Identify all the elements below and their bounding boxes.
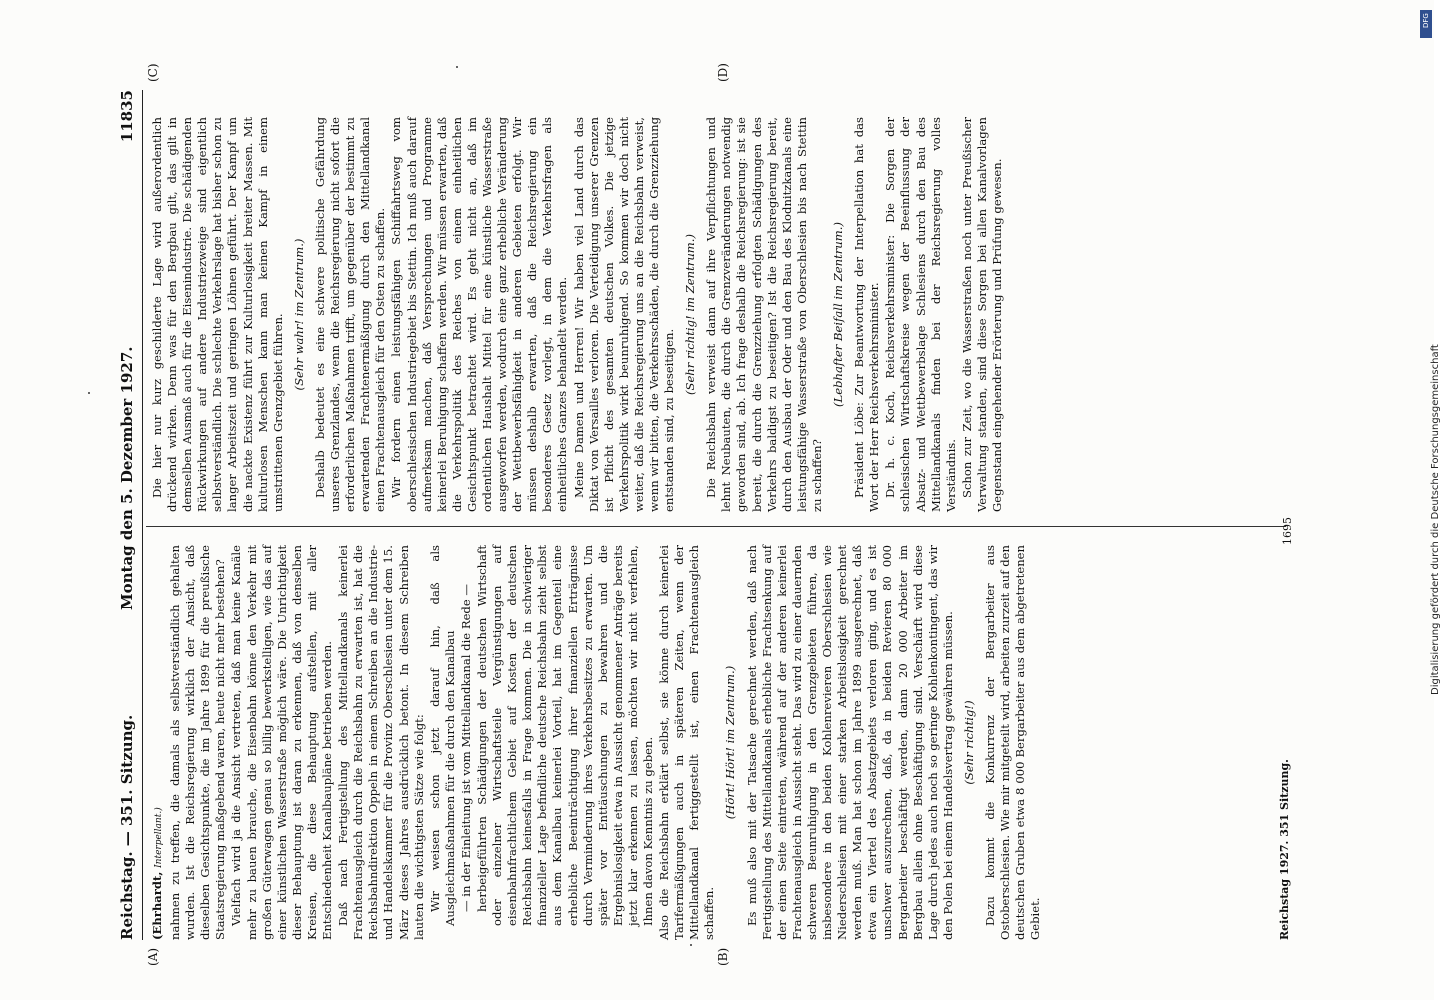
- rotated-document: [116, 63, 1306, 966]
- footer-left: Reichstag 1927. 351 Sitzung.: [1278, 759, 1291, 940]
- paragraph: Die hier nur kurz geschilderte Lage wird außerordentlich drückend wirken. Denn was für den Bergbau gilt, das gilt in demselben Ausmaß auch für die Eisenindustrie. Die schädigenden Rückwirkungen auf andere Industriezweige sind eigentlich selbstverständlich. Die schlechte Verkehrslage hat bisher schon zu langer Arbeitszeit und geringen Löhnen geführt. Der Kampf um die nackte Existenz führt zur Kulturlosigkeit breiter Massen. Mit kulturlosen Menschen kann man keinen Kampf in einem umstrittenen Grenzgebiet führen.: [150, 117, 285, 512]
- scan-speck: [456, 66, 458, 68]
- column-divider: [146, 526, 1286, 527]
- paragraph: Deshalb bedeutet es eine schwere politische Gefährdung unseres Grenzlandes, wenn die Reichsregierung nicht sofort die erforderlichen Maßnahmen trifft, um gegenüber der bestimmt zu erwartenden Frachtenermäßigung durch den Mittellandkanal einen Frachtenausgleich für den Osten zu schaffen.: [312, 117, 388, 512]
- margin-marker-c: (C): [146, 63, 160, 82]
- interjection: (Sehr wahr! im Zentrum.): [291, 238, 306, 391]
- speaker-name: (Ehrhardt,: [150, 871, 164, 940]
- paragraph: Die Reichsbahn verweist dann auf ihre Verpflichtungen und lehnt Neubauten, die durch die Grenzveränderungen notwendig geworden sind, ab. Ich frage deshalb die Reichsregierung: ist sie bereit, die durch die Grenzziehung erfolgten Schädigungen des Verkehrs baldigst zu beseitigen? Ist die Reichsregierung bereit, durch den Ausbau der Oder und den Bau des Klodnitzkanals eine leistungsfähige Wasserstraße von Oberschlesien bis nach Stettin zu schaffen?: [704, 117, 824, 512]
- page-header: [116, 90, 143, 940]
- paragraph: Vielfach wird ja die Ansicht vertreten, daß man keine Kanäle mehr zu bauen brauche, die Eisenbahn könne den Verkehr mit großen Güterwagen genau so billig bewerkstelligen, wie das auf einer künstlichen Wasserstraße möglich wäre. Die Unrichtigkeit dieser Behauptung ist daran zu erkennen, daß von denselben Kreisen, die diese Behauptung aufstellen, mit aller Entschiedenheit Kanalbaupläne betrieben werden.: [229, 545, 335, 940]
- interjection: (Sehr richtig!): [961, 700, 976, 785]
- quote-paragraph: herbeigeführten Schädigungen der deutschen Wirtschaft oder einzelner Wirtschaftsteile Vergünstigungen auf eisenbahnfrachtlichem Gebiet auf Kosten der deutschen Reichsbahn keinesfalls in Frage kommen. Die in schwieriger finanzieller Lage befindliche deutsche Reichsbahn zieht selbst aus dem Kanalbau keinerlei Vorteil, hat im Gegenteil eine erhebliche Beeinträchtigung ihrer finanziellen Erträgnisse durch Verminderung ihres Verkehrsbesitzes zu erwarten. Um später vor Enttäuschungen zu bewahren und die Ergebnislosigkeit etwa in Aussicht genommener Anträge bereits jetzt klar erkennen zu lassen, möchten wir nicht verfehlen, Ihnen davon Kenntnis zu geben.: [474, 545, 655, 926]
- paragraph: Wir fordern einen leistungsfähigen Schiffahrtsweg vom oberschlesischen Industriegebiet bis Stettin. Ich muß auch darauf aufmerksam machen, daß Versprechungen und Programme keinerlei Beruhigung schaffen werden. Wir müssen erwarten, daß die Verkehrspolitik des Reiches von einem einheitlichen Gesichtspunkt betrachtet wird. Es geht nicht an, daß im ordentlichen Haushalt Mittel für eine künstliche Wasserstraße ausgeworfen werden, wodurch eine ganz erhebliche Veränderung der Wettbewerbsfähigkeit in anderen Gebieten erfolgt. Wir müssen deshalb erwarten, daß die Reichsregierung ein besonderes Gesetz vorlegt, in dem die Verkehrsfragen als einheitliches Ganzes behandelt werden.: [389, 117, 570, 512]
- paragraph: Also die Reichsbahn erklärt selbst, sie könne durch keinerlei Tarifermäßigungen auch in späteren Zeiten, wenn der Mittellandkanal fertiggestellt ist, einen Frachtenausgleich schaffen.: [657, 545, 717, 940]
- credit-text: Digitalisierung gefördert durch die Deutsche Forschungsgemeinschaft: [1430, 344, 1441, 695]
- dfg-logo: DFG: [1420, 10, 1432, 38]
- speaker-role: Interpellant.): [154, 807, 164, 868]
- footer-page-number: 1695: [1281, 517, 1294, 545]
- paragraph: Es muß also mit der Tatsache gerechnet werden, daß nach Fertigstellung des Mittellandkanals erhebliche Frachtsenkung auf der einen Seite eintreten, während auf der anderen keinerlei Frachtenausgleich in Aussicht steht. Das wird zu einer dauernden schweren Beunruhigung in den Grenzgebieten führen, da insbesondere in den beiden Kohlenrevieren Oberschlesien wie Niederschlesien mit einer starken Arbeitslosigkeit gerechnet werden muß. Man hat schon im Jahre 1899 ausgerechnet, daß etwa ein Viertel des Absatzgebiets verloren ging, und es ist unschwer auszurechnen, daß, da in beiden Revieren 80 000 Bergarbeiter beschäftigt werden, dann 20 000 Arbeiter im Bergbau allein ohne Beschäftigung sind. Verschärft wird diese Lage durch jedes auch noch so geringe Kohlenkontingent, das wir den Polen bei einem Handelsvertrag gewähren müssen.: [744, 545, 955, 940]
- scan-speck: [88, 392, 90, 394]
- paragraph: Meine Damen und Herren! Wir haben viel Land durch das Diktat von Versailles verloren. Die Verteidigung unserer Grenzen ist Pflicht des gesamten deutschen Volkes. Die jetzige Verkehrspolitik wirkt beunruhigend. So kommen wir doch nicht weiter, daß die Reichsregierung uns an die Reichsbahn verweist, wenn wir bitten, die Verkehrsschäden, die durch die Grenzziehung entstanden sind, zu beseitigen.: [571, 117, 677, 512]
- paragraph: Schon zur Zeit, wo die Wasserstraßen noch unter Preußischer Verwaltung standen, sind diese Sorgen bei allen Kanalvorlagen Gegenstand eingehender Erörterung und Prüfung gewesen.: [959, 117, 1004, 512]
- quote-paragraph: — in der Einleitung ist vom Mittellandkanal die Rede —: [458, 584, 473, 912]
- margin-marker-d: (D): [716, 63, 730, 82]
- interjection: (Sehr richtig! im Zentrum.): [683, 234, 698, 396]
- interjection: (Hört! Hört! im Zentrum.): [723, 665, 738, 820]
- margin-marker-b: (B): [716, 947, 730, 966]
- left-column: [150, 545, 1300, 940]
- right-column: [150, 117, 1300, 512]
- paragraph: Präsident Löbe: Zur Beantwortung der Interpellation hat das Wort der Herr Reichsverkehrsminister.: [852, 117, 882, 512]
- paragraph: Dazu kommt die Konkurrenz der Bergarbeiter aus Ostoberschlesien. Wie mir mitgeteilt wird, arbeiten zurzeit auf den deutschen Gruben etwa 8 000 Bergarbeiter aus dem abgetretenen Gebiet.: [982, 545, 1043, 940]
- quote-paragraph: Wir weisen schon jetzt darauf hin, daß als Ausgleichmaßnahmen für die durch den Kanalbau: [427, 545, 457, 926]
- paragraph: nahmen zu treffen, die damals als selbstverständlich gehalten wurden. Ist die Reichsregierung wirklich der Ansicht, daß dieselben Gesichtspunkte, die im Jahre 1899 für die preußische Staatsregierung maßgebend waren, heute nicht mehr bestehen?: [168, 545, 228, 940]
- digitization-credit: [1416, 10, 1441, 695]
- header-page-number: 11835: [118, 90, 136, 143]
- margin-marker-a: (A): [146, 947, 160, 966]
- paragraph: Dr. h. c. Koch, Reichsverkehrsminister: Die Sorgen der schlesischen Wirtschaftskreise wegen der Beeinflussung der Absatz- und Wettbewerbslage Schlesiens durch den Bau des Mittellandkanals finden bei der Reichsregierung volles Verständnis.: [883, 117, 958, 512]
- scan-speck: [690, 944, 692, 946]
- speaker-line: [150, 545, 167, 940]
- header-left: Reichstag. — 351. Sitzung.: [118, 714, 136, 940]
- paragraph: Daß nach Fertigstellung des Mittellandkanals keinerlei Frachtenausgleich durch die Reichsbahn zu erwarten ist, hat die Reichsbahndirektion Oppeln in einem Schreiben an die Industrie- und Handelskammer für die Provinz Oberschlesien unter dem 15. März dieses Jahres ausdrücklich betont. In diesem Schreiben lauten die wichtigsten Sätze wie folgt:: [336, 545, 426, 940]
- header-date: Montag den 5. Dezember 1927.: [118, 346, 136, 610]
- interjection: (Lebhafter Beifall im Zentrum.): [831, 222, 846, 407]
